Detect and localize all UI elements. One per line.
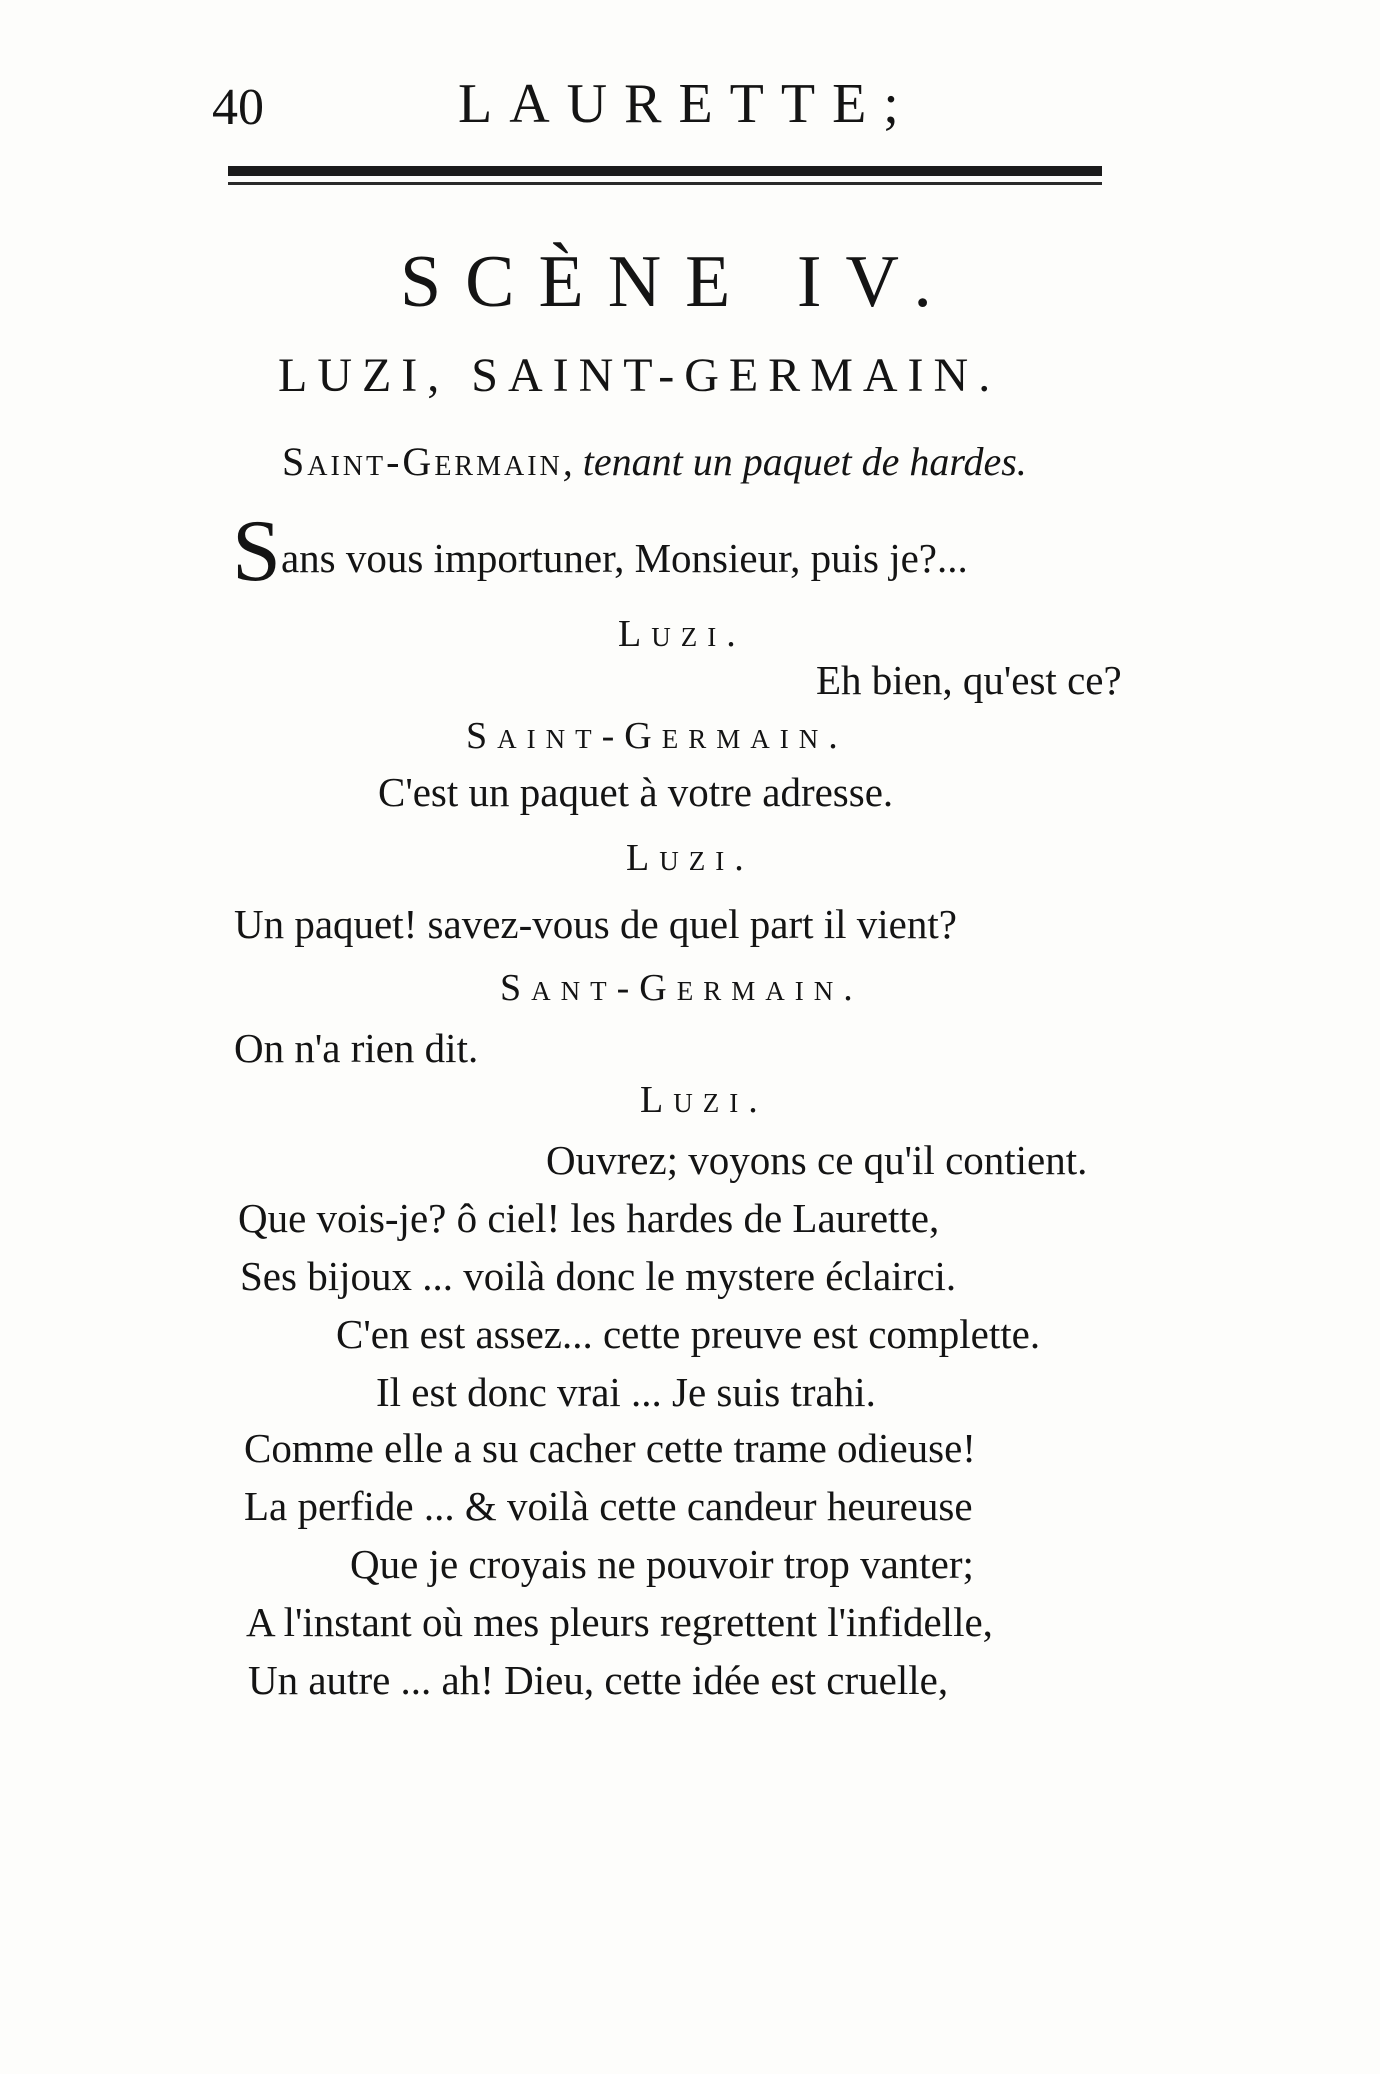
- verse-line: Il est donc vrai ... Je suis trahi.: [376, 1369, 876, 1415]
- verse-line: Comme elle a su cacher cette trame odieuse!: [244, 1425, 976, 1471]
- speaker-name: Luzi.: [626, 837, 754, 879]
- verse-line: Que vois-je? ô ciel! les hardes de Laurette,: [238, 1195, 940, 1241]
- speaker-name: Luzi.: [640, 1079, 768, 1121]
- speaker-name: Sant-Germain.: [500, 967, 863, 1009]
- verse-line: Eh bien, qu'est ce?: [816, 657, 1122, 703]
- drop-cap: S: [232, 503, 281, 600]
- verse-line: Un paquet! savez-vous de quel part il vient?: [234, 901, 957, 947]
- scene-characters: LUZI, SAINT-GERMAIN.: [278, 349, 1001, 402]
- header-rule-thick: [228, 166, 1102, 176]
- verse-line: La perfide ... & voilà cette candeur heureuse: [244, 1483, 973, 1529]
- speaker-name: Luzi.: [618, 613, 746, 655]
- stage-direction-text: , tenant un paquet de hardes.: [562, 439, 1027, 484]
- verse-line-text: ans vous importuner, Monsieur, puis je?...: [280, 535, 968, 581]
- speaker-name: Saint-Germain.: [466, 715, 848, 757]
- verse-line: Que je croyais ne pouvoir trop vanter;: [350, 1541, 974, 1587]
- verse-line: [232, 503, 968, 600]
- scene-title: SCÈNE IV.: [400, 241, 956, 323]
- stage-direction-speaker: Saint-Germain: [282, 439, 563, 484]
- verse-line: A l'instant où mes pleurs regrettent l'infidelle,: [246, 1599, 993, 1645]
- running-title: LAURETTE;: [458, 73, 916, 135]
- verse-line: C'est un paquet à votre adresse.: [378, 769, 894, 815]
- page-number: 40: [212, 79, 264, 136]
- stage-direction-line: [282, 438, 1027, 485]
- verse-line: On n'a rien dit.: [234, 1025, 479, 1071]
- verse-line: Ouvrez; voyons ce qu'il contient.: [546, 1137, 1088, 1183]
- verse-line: Ses bijoux ... voilà donc le mystere éclairci.: [240, 1253, 957, 1299]
- verse-line: C'en est assez... cette preuve est complette.: [336, 1311, 1041, 1357]
- header-rule-thin: [228, 182, 1102, 185]
- verse-line: Un autre ... ah! Dieu, cette idée est cruelle,: [248, 1657, 949, 1703]
